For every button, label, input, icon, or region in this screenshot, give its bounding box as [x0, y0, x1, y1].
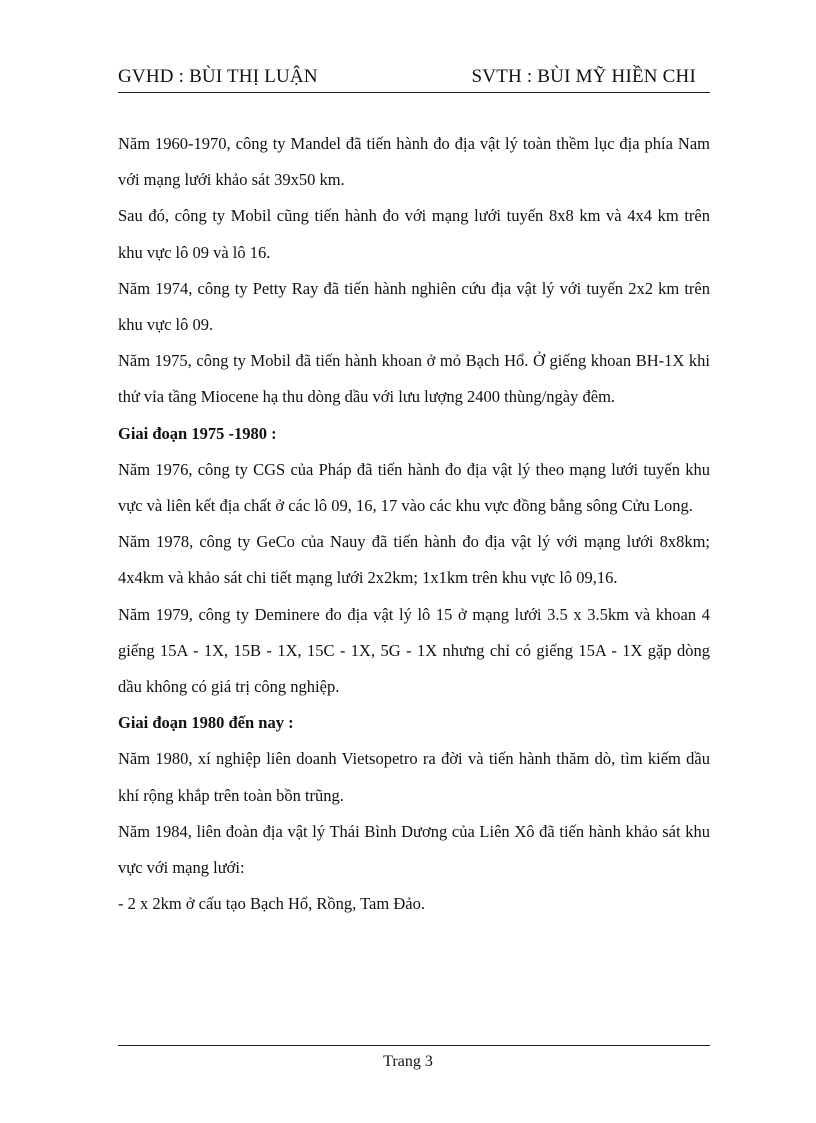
page-header — [118, 64, 710, 93]
paragraph-1974: Năm 1974, công ty Petty Ray đã tiến hành nghiên cứu địa vật lý với tuyến 2x2 km trên khu vực lô 09. — [118, 278, 710, 335]
paragraph-mobil-survey: Sau đó, công ty Mobil cũng tiến hành đo với mạng lưới tuyến 8x8 km và 4x4 km trên khu vực lô 09 và lô 16. — [118, 206, 710, 262]
section-heading-1980-present: Giai đoạn 1980 đến nay : — [118, 713, 294, 733]
list-item-bach-ho: - 2 x 2km ở cấu tạo Bạch Hổ, Rồng, Tam Đảo. — [118, 894, 425, 914]
paragraph-1980: Năm 1980, xí nghiệp liên doanh Vietsopetro ra đời và tiến hành thăm dò, tìm kiếm dầu khí rộng khắp trên toàn bồn trũng. — [118, 749, 710, 805]
header-advisor: GVHD : BÙI THỊ LUẬN — [118, 66, 318, 87]
paragraph-1979: Năm 1979, công ty Deminere đo địa vật lý lô 15 ở mạng lưới 3.5 x 3.5km và khoan 4 giếng 15A - 1X, 15B - 1X, 15C - 1X, 5G - 1X nhưng chỉ có giếng 15A - 1X gặp dòng dầu không có giá trị công nghiệp. — [118, 604, 710, 697]
paragraph-1978: Năm 1978, công ty GeCo của Nauy đã tiến hành đo địa vật lý với mạng lưới 8x8km; 4x4km và khảo sát chi tiết mạng lưới 2x2km; 1x1km trên khu vực lô 09,16. — [118, 532, 710, 588]
paragraph-1976: Năm 1976, công ty CGS của Pháp đã tiến hành đo địa vật lý theo mạng lưới tuyến khu vực và liên kết địa chất ở các lô 09, 16, 17 vào các khu vực đồng bằng sông Cửu Long. — [118, 459, 710, 516]
footer-divider — [118, 1045, 710, 1046]
section-heading-1975-1980: Giai đoạn 1975 -1980 : — [118, 423, 277, 443]
header-student: SVTH : BÙI MỸ HIỀN CHI — [471, 66, 696, 87]
paragraph-1984: Năm 1984, liên đoàn địa vật lý Thái Bình Dương của Liên Xô đã tiến hành khảo sát khu vực với mạng lưới: — [118, 821, 710, 878]
paragraph-1960-1970: Năm 1960-1970, công ty Mandel đã tiến hành đo địa vật lý toàn thềm lục địa phía Nam với mạng lưới khảo sát 39x50 km. — [118, 134, 710, 190]
page-number: Trang 3 — [383, 1053, 433, 1070]
paragraph-1975: Năm 1975, công ty Mobil đã tiến hành khoan ở mỏ Bạch Hổ. Ở giếng khoan BH-1X khi thử vỉa tầng Miocene hạ thu dòng dầu với lưu lượng 2400 thùng/ngày đêm. — [118, 351, 710, 407]
document-body — [118, 126, 710, 922]
